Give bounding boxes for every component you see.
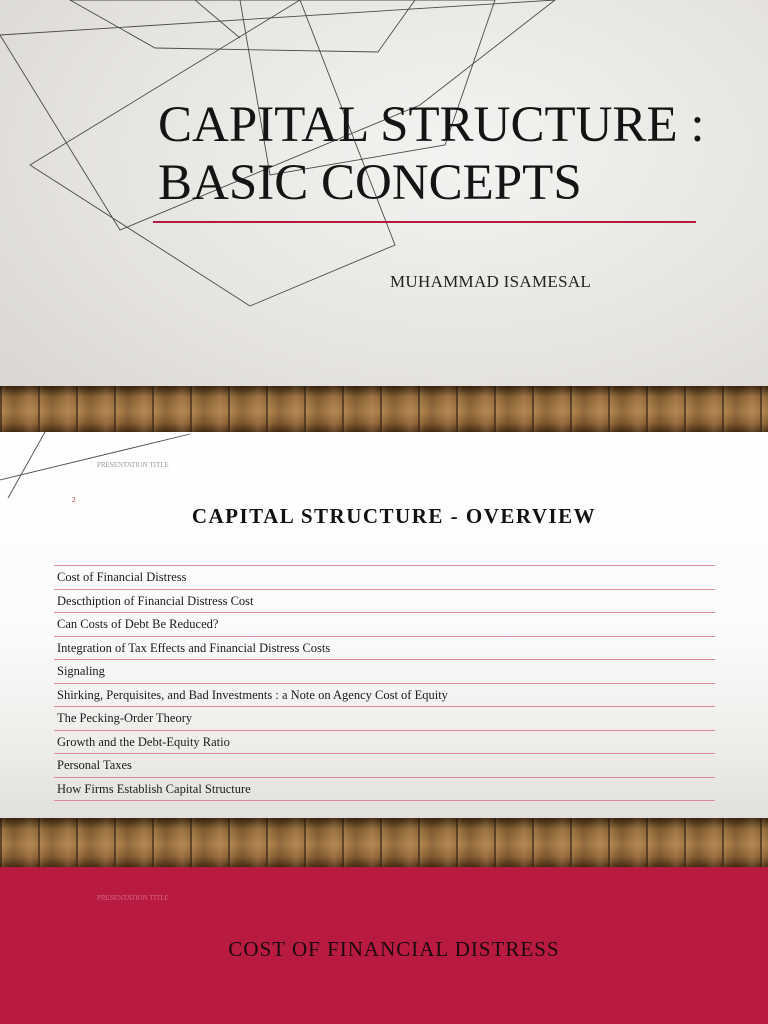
- presentation-title-label: PRESENTATION TITLE: [97, 894, 169, 902]
- list-item: Growth and the Debt-Equity Ratio: [54, 731, 715, 755]
- slide2-title: CAPITAL STRUCTURE - OVERVIEW: [191, 504, 597, 528]
- list-item: Can Costs of Debt Be Reduced?: [54, 613, 715, 637]
- title-underline: [153, 221, 696, 223]
- list-item: How Firms Establish Capital Structure: [54, 778, 715, 802]
- presentation-title-label: PRESENTATION TITLE: [97, 461, 169, 469]
- author-name: MUHAMMAD ISAMESAL: [390, 272, 592, 291]
- list-item: Descthiption of Financial Distress Cost: [54, 590, 715, 614]
- list-item: Cost of Financial Distress: [54, 566, 715, 590]
- section-slide: [0, 867, 768, 1024]
- list-item: Integration of Tax Effects and Financial Distress Costs: [54, 637, 715, 661]
- list-item: Personal Taxes: [54, 754, 715, 778]
- wood-floor: [0, 818, 768, 867]
- list-item: Shirking, Perquisites, and Bad Investments : a Note on Agency Cost of Equity: [54, 684, 715, 708]
- overview-slide: [0, 432, 768, 867]
- slide3-title: COST OF FINANCIAL DISTRESS: [228, 937, 560, 961]
- decorative-lines: [0, 432, 200, 512]
- wood-floor: [0, 386, 768, 432]
- overview-list: [54, 565, 715, 801]
- list-item: Signaling: [54, 660, 715, 684]
- slide1-title: CAPITAL STRUCTURE : BASIC CONCEPTS: [158, 97, 705, 211]
- page-number: 2: [72, 496, 76, 504]
- title-slide: [0, 0, 768, 432]
- list-item: The Pecking-Order Theory: [54, 707, 715, 731]
